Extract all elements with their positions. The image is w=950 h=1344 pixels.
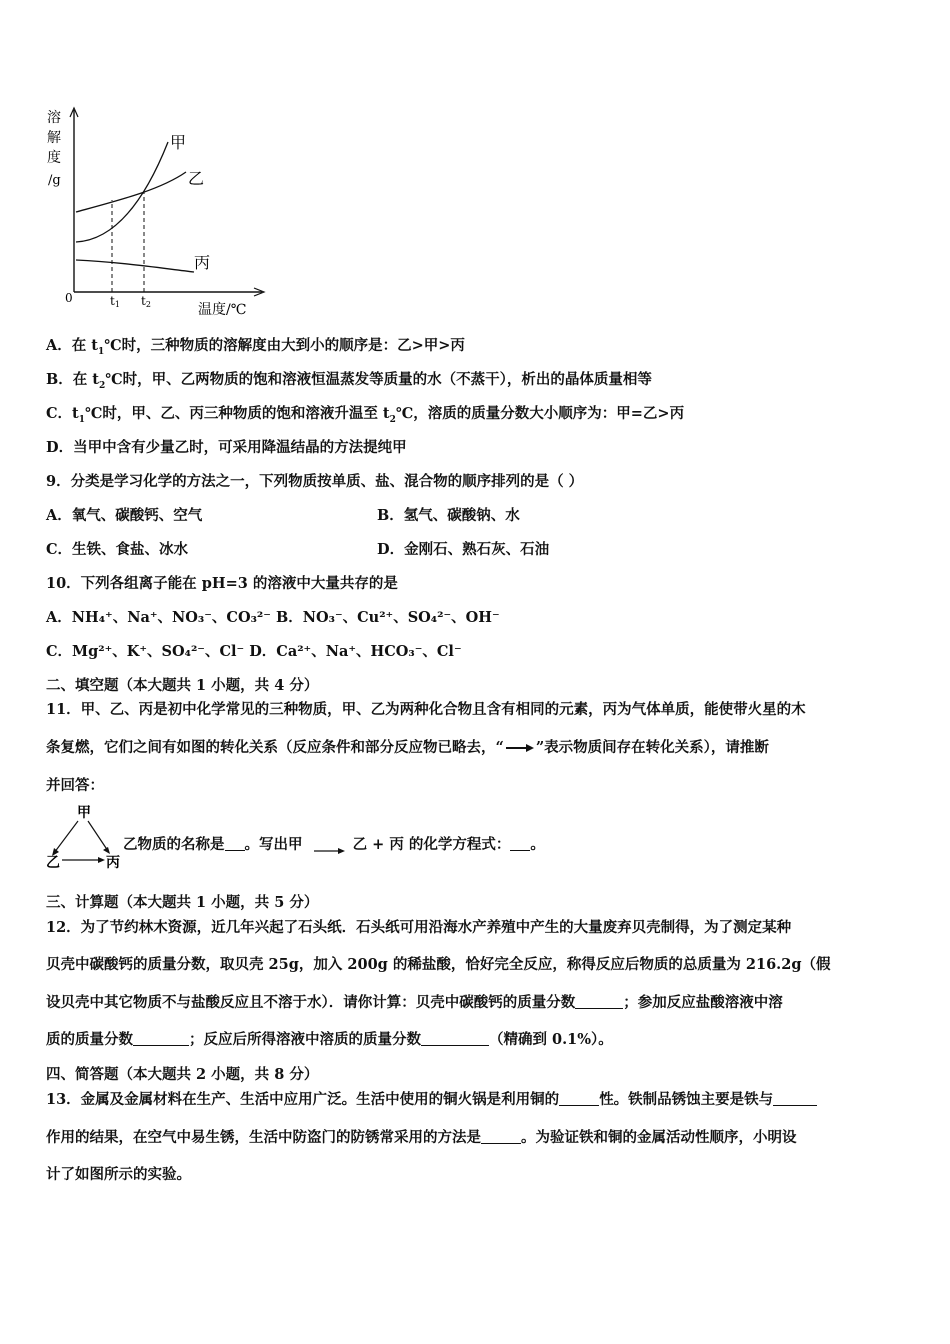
diagram-bing: 丙	[106, 855, 120, 871]
solubility-graph	[40, 100, 300, 320]
t1-label: t1	[110, 294, 120, 309]
q11-line1: 11．甲、乙、丙是初中化学常见的三种物质，甲、乙为两种化合物且含有相同的元素，丙为气体单质，能使带火星的木	[46, 701, 806, 718]
diagram-arrow-jia-yi	[54, 821, 78, 853]
section4-heading: 四、简答题（本大题共 2 小题，共 8 分）	[46, 1066, 319, 1083]
curve-bing	[76, 260, 194, 272]
q12-line1: 12．为了节约林木资源，近几年兴起了石头纸．石头纸可用沿海水产养殖中产生的大量废弃贝壳制得，为了测定某种	[46, 919, 792, 936]
q9-option-b: B．氢气、碳酸钠、水	[377, 507, 520, 524]
q12-line3: 设贝壳中其它物质不与盐酸反应且不溶于水）．请你计算：贝壳中碳酸钙的质量分数 ；参加反应盐酸溶液中溶	[46, 994, 783, 1011]
q11-ask: 乙物质的名称是 。写出甲 乙 + 丙 的化学方程式： 。	[123, 836, 545, 853]
conversion-diagram	[44, 803, 124, 871]
q10-options-cd: C．Mg²⁺、K⁺、SO₄²⁻、Cl⁻ D．Ca²⁺、Na⁺、HCO₃⁻、Cl⁻	[46, 643, 462, 660]
t2-label: t2	[141, 294, 151, 309]
conversion-arrow-icon	[504, 742, 536, 754]
q12-line2: 贝壳中碳酸钙的质量分数，取贝壳 25g，加入 200g 的稀盐酸，恰好完全反应，称得反应后物质的总质量为 216.2g（假	[46, 956, 831, 973]
y-axis-label-3: 度	[47, 150, 61, 166]
diagram-arrow-jia-bing	[88, 821, 108, 851]
diagram-yi: 乙	[46, 855, 60, 871]
q8-option-b: B．在 $t_2℃$时，甲、乙两物质的饱和溶液恒温蒸发等质量的水（不蒸干），析出的晶体质量相等	[46, 371, 652, 391]
y-axis-label-2: 解	[47, 130, 61, 146]
q9-option-c: C．生铁、食盐、冰水	[46, 541, 189, 558]
q13-line3: 计了如图所示的实验。	[46, 1166, 191, 1183]
q9-option-d: D．金刚石、熟石灰、石油	[377, 541, 550, 558]
reaction-arrow-icon	[312, 837, 348, 855]
q11-line2: 条复燃，它们之间有如图的转化关系（反应条件和部分反应物已略去，“ ”表示物质间存在转化关系），请推断	[46, 739, 769, 756]
q8-option-c: C．$t_1℃$时，甲、乙、丙三种物质的饱和溶液升温至 $t_2℃$，溶质的质量分数大小顺序为：甲=乙>丙	[46, 405, 685, 425]
q10-stem: 10．下列各组离子能在 pH=3 的溶液中大量共存的是	[46, 575, 398, 592]
q13-line2: 作用的结果，在空气中易生锈，生活中防盗门的防锈常采用的方法是 。为验证铁和铜的金属活动性顺序，小明设	[46, 1129, 797, 1146]
diagram-arrowhead-yi-bing	[98, 857, 105, 863]
q12-line4: 质的质量分数 ；反应后所得溶液中溶质的质量分数 （精确到 0.1%）。	[46, 1031, 613, 1048]
curve-jia	[76, 142, 168, 242]
q9-option-a: A．氧气、碳酸钙、空气	[46, 507, 203, 524]
q8-option-a: A．在 $t_1℃$时，三种物质的溶解度由大到小的顺序是：乙>甲>丙	[46, 337, 465, 357]
q9-stem: 9．分类是学习化学的方法之一，下列物质按单质、盐、混合物的顺序排列的是（ ）	[46, 473, 584, 490]
q8-option-d: D．当甲中含有少量乙时，可采用降温结晶的方法提纯甲	[46, 439, 407, 456]
curve-yi	[76, 172, 186, 212]
diagram-arrowhead-bing	[103, 847, 110, 854]
section3-heading: 三、计算题（本大题共 1 小题，共 5 分）	[46, 894, 319, 911]
curve-yi-label: 乙	[188, 169, 205, 188]
y-axis-label-4: /g	[48, 173, 61, 188]
diagram-jia: 甲	[77, 805, 91, 821]
section2-heading: 二、填空题（本大题共 1 小题，共 4 分）	[46, 677, 319, 694]
x-axis-label: 温度/℃	[198, 302, 247, 318]
y-axis-label-1: 溶	[47, 110, 61, 126]
q13-line1: 13．金属及金属材料在生产、生活中应用广泛。生活中使用的铜火锅是利用铜的 性。铁制品锈蚀主要是铁与	[46, 1090, 817, 1110]
curve-bing-label: 丙	[194, 253, 211, 272]
q11-line3: 并回答：	[46, 777, 104, 794]
q10-options-ab: A．NH₄⁺、Na⁺、NO₃⁻、CO₃²⁻ B．NO₃⁻、Cu²⁺、SO₄²⁻、OH⁻	[46, 609, 500, 626]
origin-label: 0	[65, 291, 73, 305]
curve-jia-label: 甲	[170, 133, 187, 152]
